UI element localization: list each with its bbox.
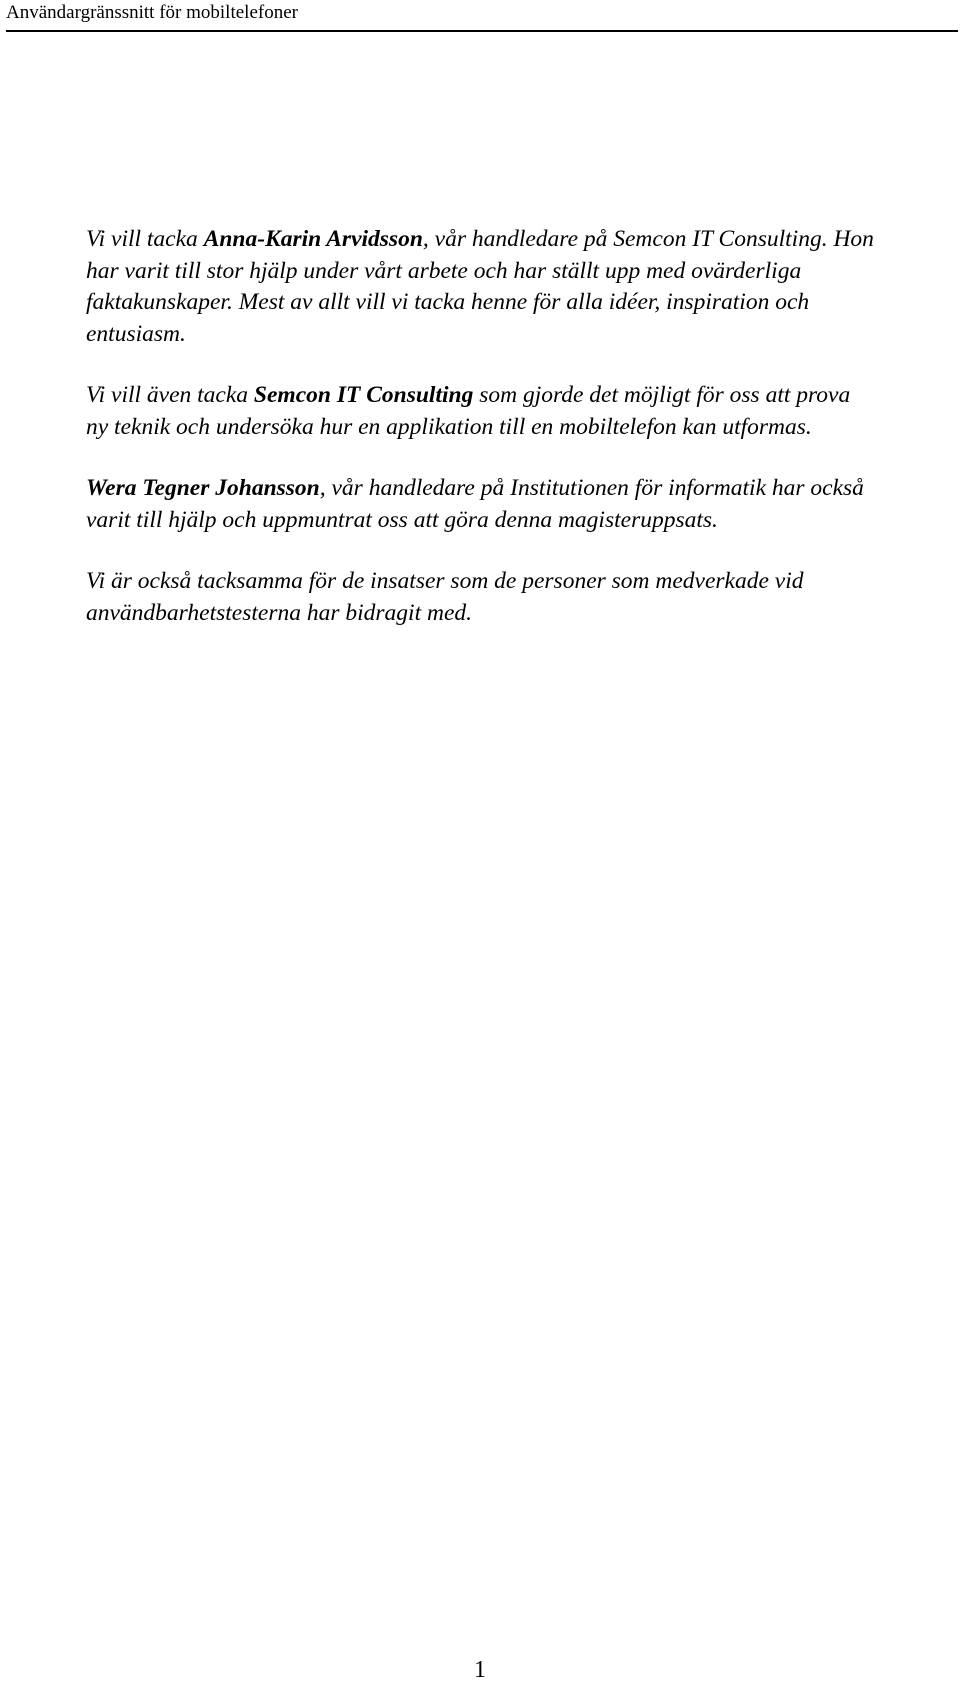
page-number: 1: [474, 1657, 486, 1683]
paragraph-4-text: Vi är också tacksamma för de insatser som de personer som medverkade vid användbarhetstesterna har bidragit med.: [86, 568, 804, 626]
paragraph-3-text: , vår handledare på Institutionen för informatik har också varit till hjälp och uppmuntrat oss att göra denna magisteruppsats.: [86, 475, 864, 533]
acknowledgements: [86, 224, 876, 659]
paragraph-4: [86, 566, 876, 629]
paragraph-1: [86, 224, 876, 350]
paragraph-1-text: Vi vill tacka: [86, 226, 204, 252]
name-anna-karin-arvidsson: Anna-Karin Arvidsson: [203, 226, 423, 252]
running-header: [6, 0, 958, 32]
name-wera-tegner-johansson: Wera Tegner Johansson: [86, 475, 320, 501]
paragraph-2-text-cont: som gjorde det möjligt för oss att prova ny teknik och undersöka hur en applikation till en mobiltelefon kan utformas.: [86, 382, 851, 440]
header-title: Användargränssnitt för mobiltelefoner: [6, 2, 298, 23]
paragraph-1-text-cont: , vår handledare på Semcon IT Consulting. Hon har varit till stor hjälp under vårt arbete och har ställt upp med ovärderliga faktakunskaper. Mest av allt vill vi tacka henne för alla idéer, inspiration och entusiasm.: [86, 226, 874, 347]
paragraph-3: [86, 473, 876, 536]
name-semcon-it-consulting: Semcon IT Consulting: [253, 382, 474, 408]
paragraph-2: [86, 380, 876, 443]
paragraph-2-text: Vi vill även tacka: [86, 382, 254, 408]
